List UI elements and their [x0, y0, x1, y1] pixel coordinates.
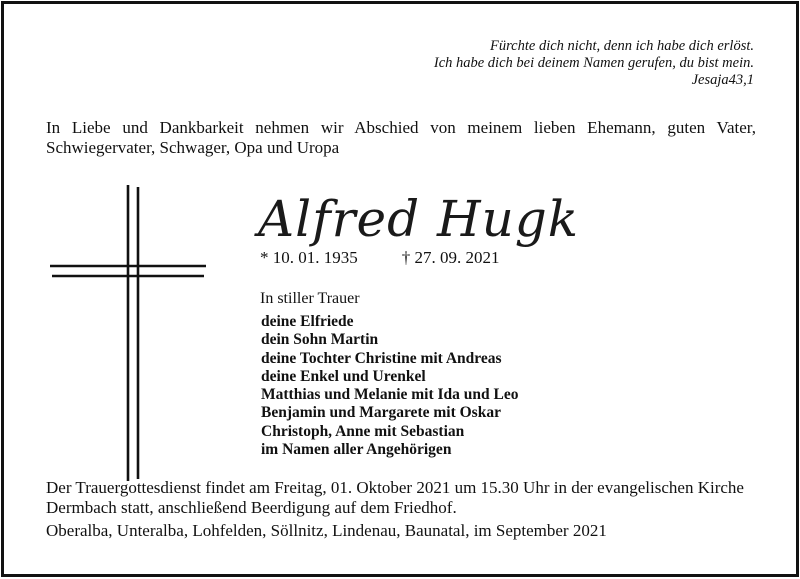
mourning-heading: In stiller Trauer	[260, 290, 360, 307]
cross-icon	[48, 183, 208, 483]
mourner-item: dein Sohn Martin	[261, 331, 379, 349]
quote-line-1: Fürchte dich nicht, denn ich habe dich erlöst.	[489, 38, 754, 54]
service-info: Der Trauergottesdienst findet am Freitag, 01. Oktober 2021 um 15.30 Uhr in der evangelischen Kirche Dermbach statt, anschließend Beerdigung auf dem Friedhof.	[46, 478, 744, 517]
mourners-list	[261, 313, 519, 459]
death-date: † 27. 09. 2021	[401, 248, 500, 267]
quote-source: Jesaja43,1	[691, 72, 754, 88]
bible-quote	[324, 38, 754, 89]
deceased-name: Alfred Hugk	[258, 190, 580, 248]
quote-line-2: Ich habe dich bei deinem Namen gerufen, du bist mein.	[433, 55, 754, 71]
intro-text: In Liebe und Dankbarkeit nehmen wir Abschied von meinem lieben Ehemann, guten Vater, Schwiegervater, Schwager, Opa und Uropa	[46, 118, 756, 157]
life-dates	[260, 248, 500, 268]
mourner-item: deine Elfriede	[261, 313, 354, 330]
mourner-item: Christoph, Anne mit Sebastian	[261, 422, 465, 440]
mourner-item: deine Tochter Christine mit Andreas	[261, 349, 502, 367]
mourner-item: deine Enkel und Urenkel	[261, 367, 426, 385]
mourner-item: im Namen aller Angehörigen	[261, 441, 452, 459]
birth-date: * 10. 01. 1935	[260, 248, 358, 267]
place-date-line: Oberalba, Unteralba, Lohfelden, Söllnitz, Lindenau, Baunatal, im September 2021	[46, 521, 607, 540]
mourner-item: Benjamin und Margarete mit Oskar	[261, 404, 501, 422]
mourner-item: Matthias und Melanie mit Ida und Leo	[261, 386, 519, 404]
